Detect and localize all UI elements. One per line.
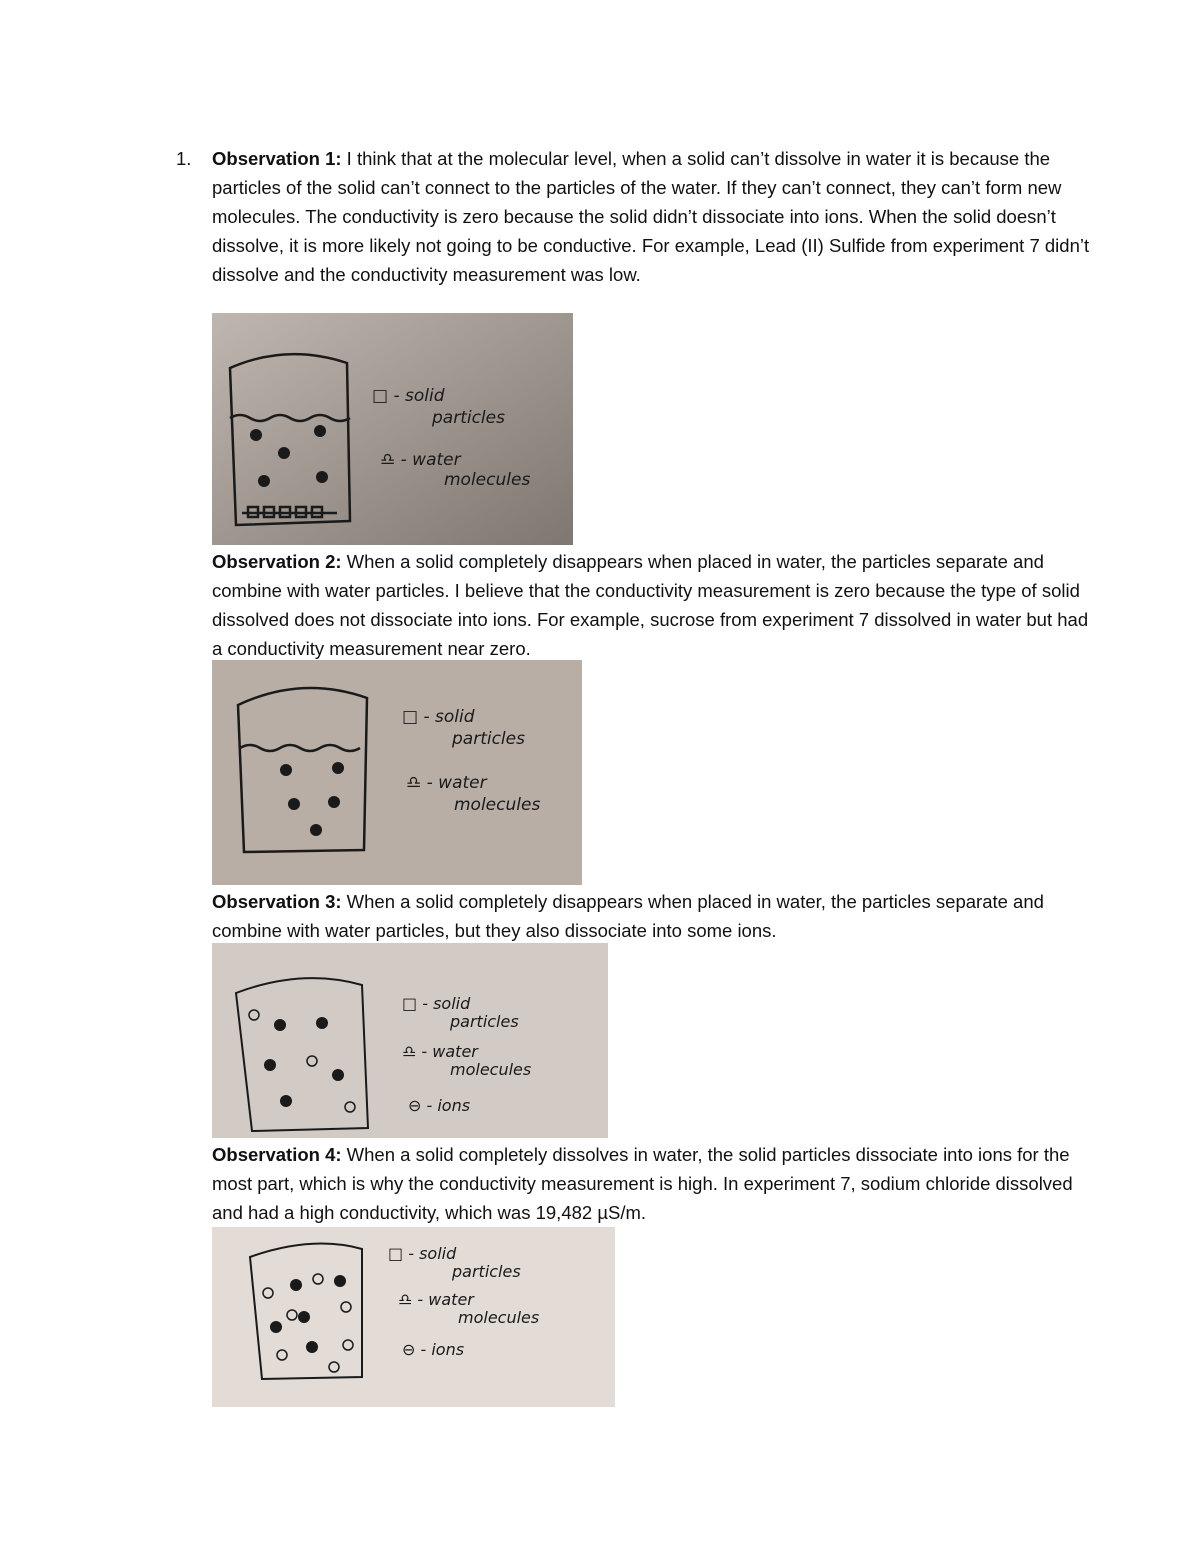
observation-3 xyxy=(212,887,1092,945)
observation-3-label: Observation 3: xyxy=(212,891,342,912)
legend-line-3: ♎ - water xyxy=(406,773,487,793)
legend-line-3: ♎ - water xyxy=(398,1290,474,1309)
legend-line-4: molecules xyxy=(454,795,541,815)
legend-line-1: □ - solid xyxy=(402,994,471,1013)
observation-2 xyxy=(212,547,1092,663)
observation-1 xyxy=(212,144,1092,289)
observation-2-text: When a solid completely disappears when placed in water, the particles separate and combine with water particles. I believe that the conductivity measurement is zero because the type of solid dissolved does not dissociate into ions. For example, sucrose from experiment 7 dissolved in water but had a conductivity measurement near zero. xyxy=(212,551,1089,659)
legend-line-2: particles xyxy=(432,408,505,428)
observation-2-label: Observation 2: xyxy=(212,551,342,572)
legend-line-4: molecules xyxy=(444,470,531,490)
observation-4-label: Observation 4: xyxy=(212,1144,342,1165)
list-number: 1. xyxy=(176,148,192,169)
observation-3-text: When a solid completely disappears when placed in water, the particles separate and combine with water particles, but they also dissociate into some ions. xyxy=(212,891,1044,941)
legend-line-4: molecules xyxy=(458,1308,540,1327)
legend-line-3: ♎ - water xyxy=(402,1042,478,1061)
legend-line-1: □ - solid xyxy=(372,386,445,406)
legend-line-4: molecules xyxy=(450,1060,532,1079)
sketch-photo-3 xyxy=(212,943,608,1138)
observation-1-text: I think that at the molecular level, when a solid can’t dissolve in water it is because the particles of the solid can’t connect to the particles of the water. If they can’t connect, they can’t form new molecules. The conductivity is zero because the solid didn’t dissociate into ions. When the solid doesn’t dissolve, it is more likely not going to be conductive. For example, Lead (II) Sulfide from experiment 7 didn’t dissolve and the conductivity measurement was low. xyxy=(212,148,1090,285)
observation-4-text: When a solid completely dissolves in water, the solid particles dissociate into ions for the most part, which is why the conductivity measurement is high. In experiment 7, sodium chloride dissolved and had a high conductivity, which was 19,482 µS/m. xyxy=(212,1144,1073,1223)
sketch-photo-1 xyxy=(212,313,573,545)
legend-line-2: particles xyxy=(450,1012,519,1031)
observation-1-label: Observation 1: xyxy=(212,148,342,169)
sketch-photo-4 xyxy=(212,1227,615,1407)
legend-line-2: particles xyxy=(452,729,525,749)
legend-line-5: ⊖ - ions xyxy=(402,1340,465,1359)
legend-line-1: □ - solid xyxy=(388,1244,457,1263)
legend-line-5: ⊖ - ions xyxy=(408,1096,471,1115)
observation-4 xyxy=(212,1140,1092,1227)
sketch-photo-2 xyxy=(212,660,582,885)
legend-line-1: □ - solid xyxy=(402,707,475,727)
legend-line-3: ♎ - water xyxy=(380,450,461,470)
legend-line-2: particles xyxy=(452,1262,521,1281)
